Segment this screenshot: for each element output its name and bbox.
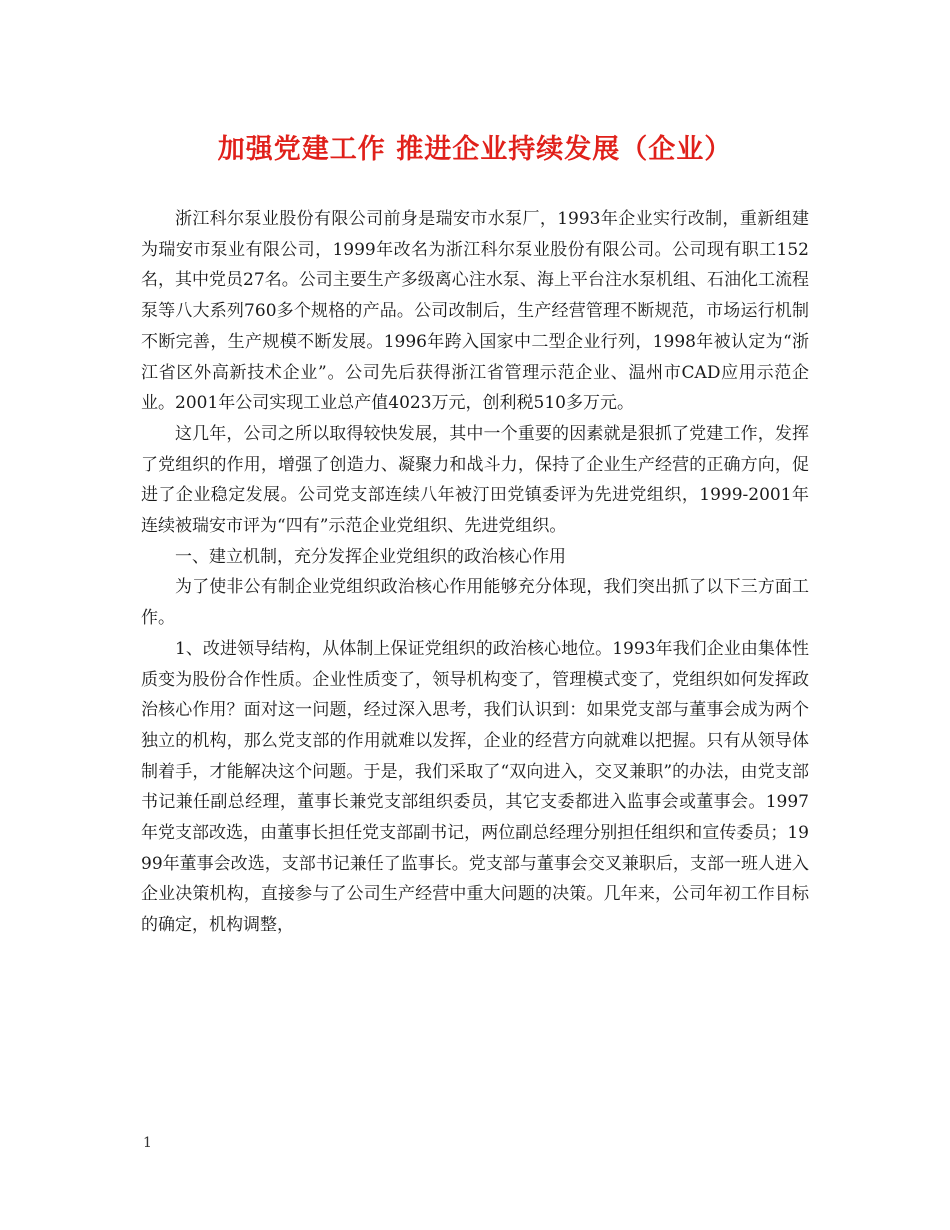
- paragraph: 为了使非公有制企业党组织政治核心作用能够充分体现，我们突出抓了以下三方面工作。: [141, 577, 809, 629]
- section-heading: 一、建立机制，充分发挥企业党组织的政治核心作用: [175, 546, 566, 567]
- page-number: 1: [143, 1135, 152, 1151]
- document-body: [141, 204, 809, 941]
- paragraph: 这几年，公司之所以取得较快发展，其中一个重要的因素就是狠抓了党建工作，发挥了党组织的作用，增强了创造力、凝聚力和战斗力，保持了企业生产经营的正确方向，促进了企业稳定发展。公司党支部连续八年被汀田党镇委评为先进党组织，1999-2001年连续被瑞安市评为“四有”示范企业党组织、先进党组织。: [141, 423, 809, 537]
- paragraph: 1、改进领导结构，从体制上保证党组织的政治核心地位。1993年我们企业由集体性质变为股份合作性质。企业性质变了，领导机构变了，管理模式变了，党组织如何发挥政治核心作用？面对这一问题，经过深入思考，我们认识到：如果党支部与董事会成为两个独立的机构，那么党支部的作用就难以发挥，企业的经营方向就难以把握。只有从领导体制着手，才能解决这个问题。于是，我们采取了“双向进入，交叉兼职”的办法，由党支部书记兼任副总经理，董事长兼党支部组织委员，其它支委都进入监事会或董事会。1997年党支部改选，由董事长担任党支部副书记，两位副总经理分别担任组织和宣传委员；1999年董事会改选，支部书记兼任了监事长。党支部与董事会交叉兼职后，支部一班人进入企业决策机构，直接参与了公司生产经营中重大问题的决策。几年来，公司年初工作目标的确定，机构调整，: [141, 638, 809, 936]
- paragraph: 浙江科尔泵业股份有限公司前身是瑞安市水泵厂，1993年企业实行改制，重新组建为瑞安市泵业有限公司，1999年改名为浙江科尔泵业股份有限公司。公司现有职工152名，其中党员27名。公司主要生产多级离心注水泵、海上平台注水泵机组、石油化工流程泵等八大系列760多个规格的产品。公司改制后，生产经营管理不断规范，市场运行机制不断完善，生产规模不断发展。1996年跨入国家中二型企业行列，1998年被认定为“浙江省区外高新技术企业”。公司先后获得浙江省管理示范企业、温州市CAD应用示范企业。2001年公司实现工业总产值4023万元，创利税510多万元。: [141, 209, 809, 414]
- document-title: 加强党建工作 推进企业持续发展（企业）: [217, 134, 733, 165]
